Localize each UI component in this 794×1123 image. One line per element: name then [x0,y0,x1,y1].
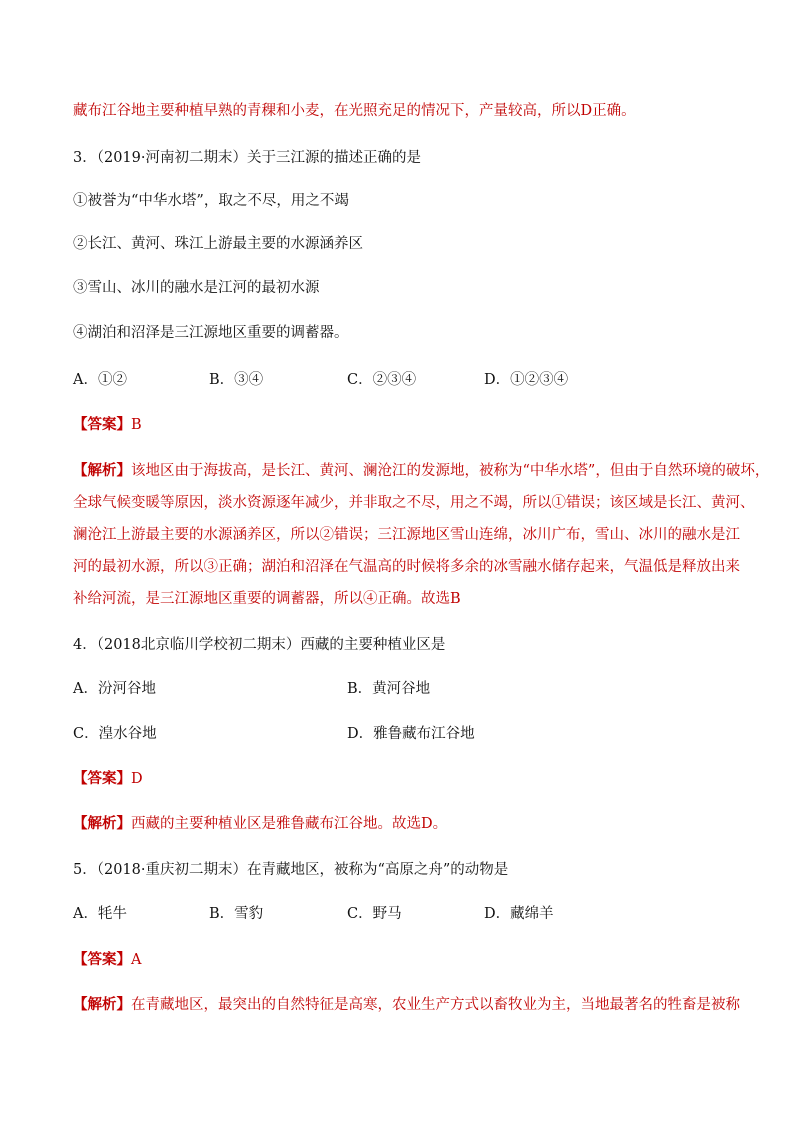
analysis-tag: 【解析】 [73,996,131,1013]
q4-option-c: C．湟水谷地 [73,726,157,742]
analysis-line: 【解析】该地区由于海拔高，是长江、黄河、澜沧江的发源地，被称为“中华水塔”，但由于自然环境的破坏， [73,462,770,479]
analysis-line: 全球气候变暖等原因，淡水资源逐年减少，并非取之不尽，用之不竭，所以①错误；该区域是长江、黄河、 [73,495,755,511]
q5-option-d: D．藏绵羊 [484,906,554,922]
q3-item-1: ①被誉为“中华水塔”，取之不尽，用之不竭 [73,193,349,209]
answer-tag: 【答案】 [73,416,131,433]
q3-stem: 3．（2019·河南初二期末）关于三江源的描述正确的是 [73,150,421,166]
answer-tag: 【答案】 [73,770,131,787]
analysis-tag: 【解析】 [73,462,131,479]
answer-value: D [131,771,143,787]
q3-item-4: ④湖泊和沼泽是三江源地区重要的调蓄器。 [73,325,349,341]
q4-option-d: D．雅鲁藏布江谷地 [347,726,475,742]
analysis-line: 澜沧江上游最主要的水源涵养区，所以②错误；三江源地区雪山连绵，冰川广布，雪山、冰川的融水是江 [73,527,740,543]
q4-analysis: 【解析】西藏的主要种植业区是雅鲁藏布江谷地。故选D。 [73,815,448,832]
q5-option-a: A．牦牛 [73,906,127,922]
answer-value: B [131,417,142,433]
q3-option-b: B．③④ [209,372,264,388]
q3-item-2: ②长江、黄河、珠江上游最主要的水源涵养区 [73,236,363,252]
analysis-tag: 【解析】 [73,815,131,832]
q5-stem: 5．（2018·重庆初二期末）在青藏地区，被称为“高原之舟”的动物是 [73,862,509,878]
q3-option-d: D．①②③④ [484,372,569,388]
q4-option-b: B．黄河谷地 [347,681,431,697]
q3-analysis [73,455,770,615]
q5-option-b: B．雪豹 [209,906,264,922]
q5-analysis: 【解析】在青藏地区，最突出的自然特征是高寒，农业生产方式以畜牧业为主，当地最著名的牲畜是被称 [73,996,740,1013]
q3-option-a: A．①② [73,372,127,388]
q2-analysis-tail: 藏布江谷地主要种植早熟的青稞和小麦，在光照充足的情况下，产量较高，所以D正确。 [73,103,636,119]
answer-tag: 【答案】 [73,951,131,968]
q4-option-a: A．汾河谷地 [73,681,156,697]
analysis-line: 补给河流，是三江源地区重要的调蓄器，所以④正确。故选B [73,591,461,607]
q5-option-c: C．野马 [347,906,402,922]
q4-answer [73,769,143,789]
q4-stem: 4．（2018北京临川学校初二期末）西藏的主要种植业区是 [73,637,446,653]
q3-item-3: ③雪山、冰川的融水是江河的最初水源 [73,280,320,296]
q3-answer [73,415,142,435]
q3-option-c: C．②③④ [347,372,417,388]
q5-answer [73,950,141,970]
answer-value: A [131,952,142,968]
analysis-line: 河的最初水源，所以③正确；湖泊和沼泽在气温高的时候将多余的冰雪融水储存起来，气温低是释放出来 [73,559,740,575]
